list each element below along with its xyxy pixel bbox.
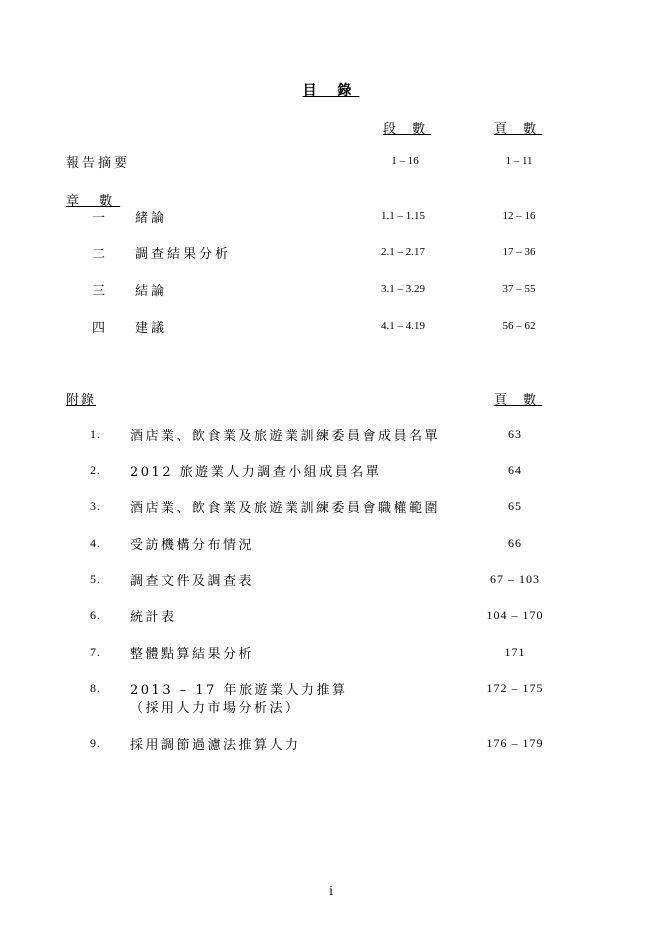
appendix-number: 8. (90, 681, 101, 695)
appendix-title: 調查文件及調查表 (130, 574, 255, 589)
appendix-pages: 64 (508, 463, 522, 477)
chapter-title: 緒論 (135, 211, 168, 226)
appendix-title: 整體點算結果分析 (130, 647, 255, 662)
appendix-title: 採用調節過濾法推算人力 (130, 738, 301, 753)
chapter-title: 結論 (135, 284, 168, 299)
sections-column-header: 段 數 (383, 122, 432, 137)
appendix-title: 2013 – 17 年旅遊業人力推算 (130, 683, 348, 698)
summary-sections: 1 – 16 (391, 155, 419, 167)
appendix-pages-header: 頁 數 (494, 393, 543, 408)
chapter-pages: 56 – 62 (502, 320, 536, 332)
appendix-number: 3. (90, 499, 101, 513)
chapter-title: 建議 (135, 321, 168, 336)
appendix-pages: 65 (508, 499, 522, 513)
appendix-number: 1. (90, 427, 101, 441)
appendix-number: 4. (90, 536, 101, 550)
appendix-number: 9. (90, 736, 101, 750)
page-number: i (329, 884, 333, 898)
appendix-title-line2: （採用人力市場分析法） (130, 701, 301, 716)
appendix-title: 2012 旅遊業人力調查小組成員名單 (130, 465, 382, 480)
appendix-pages: 171 (504, 645, 526, 659)
chapters-label: 章 數 (66, 194, 121, 209)
appendix-pages: 176 – 179 (486, 736, 544, 750)
appendix-title: 酒店業、飲食業及旅遊業訓練委員會職權範圍 (130, 501, 441, 516)
appendix-pages: 63 (508, 427, 522, 441)
appendix-label: 附錄 (66, 393, 97, 408)
chapter-pages: 37 – 55 (502, 283, 536, 295)
appendix-number: 6. (90, 608, 101, 622)
chapter-number: 一 (92, 211, 109, 226)
appendix-pages: 172 – 175 (486, 681, 544, 695)
appendix-title: 受訪機構分布情況 (130, 538, 255, 553)
chapter-pages: 17 – 36 (502, 246, 536, 258)
chapter-sections: 1.1 – 1.15 (381, 210, 425, 222)
chapter-pages: 12 – 16 (502, 210, 536, 222)
appendix-number: 5. (90, 572, 101, 586)
chapter-sections: 3.1 – 3.29 (381, 283, 425, 295)
appendix-number: 2. (90, 463, 101, 477)
summary-pages: 1 – 11 (505, 155, 533, 167)
summary-label: 報告摘要 (66, 156, 131, 171)
chapter-number: 三 (92, 284, 109, 299)
chapter-title: 調查結果分析 (135, 247, 232, 262)
appendix-title: 統計表 (130, 610, 177, 625)
page-title: 目 錄 (302, 83, 360, 99)
appendix-title: 酒店業、飲食業及旅遊業訓練委員會成員名單 (130, 429, 441, 444)
appendix-number: 7. (90, 645, 101, 659)
appendix-pages: 67 – 103 (490, 572, 540, 586)
appendix-pages: 104 – 170 (486, 608, 544, 622)
pages-column-header: 頁 數 (494, 122, 543, 137)
chapter-number: 二 (92, 247, 109, 262)
appendix-pages: 66 (508, 536, 522, 550)
chapter-sections: 2.1 – 2.17 (381, 246, 425, 258)
chapter-sections: 4.1 – 4.19 (381, 320, 425, 332)
chapter-number: 四 (92, 321, 109, 336)
